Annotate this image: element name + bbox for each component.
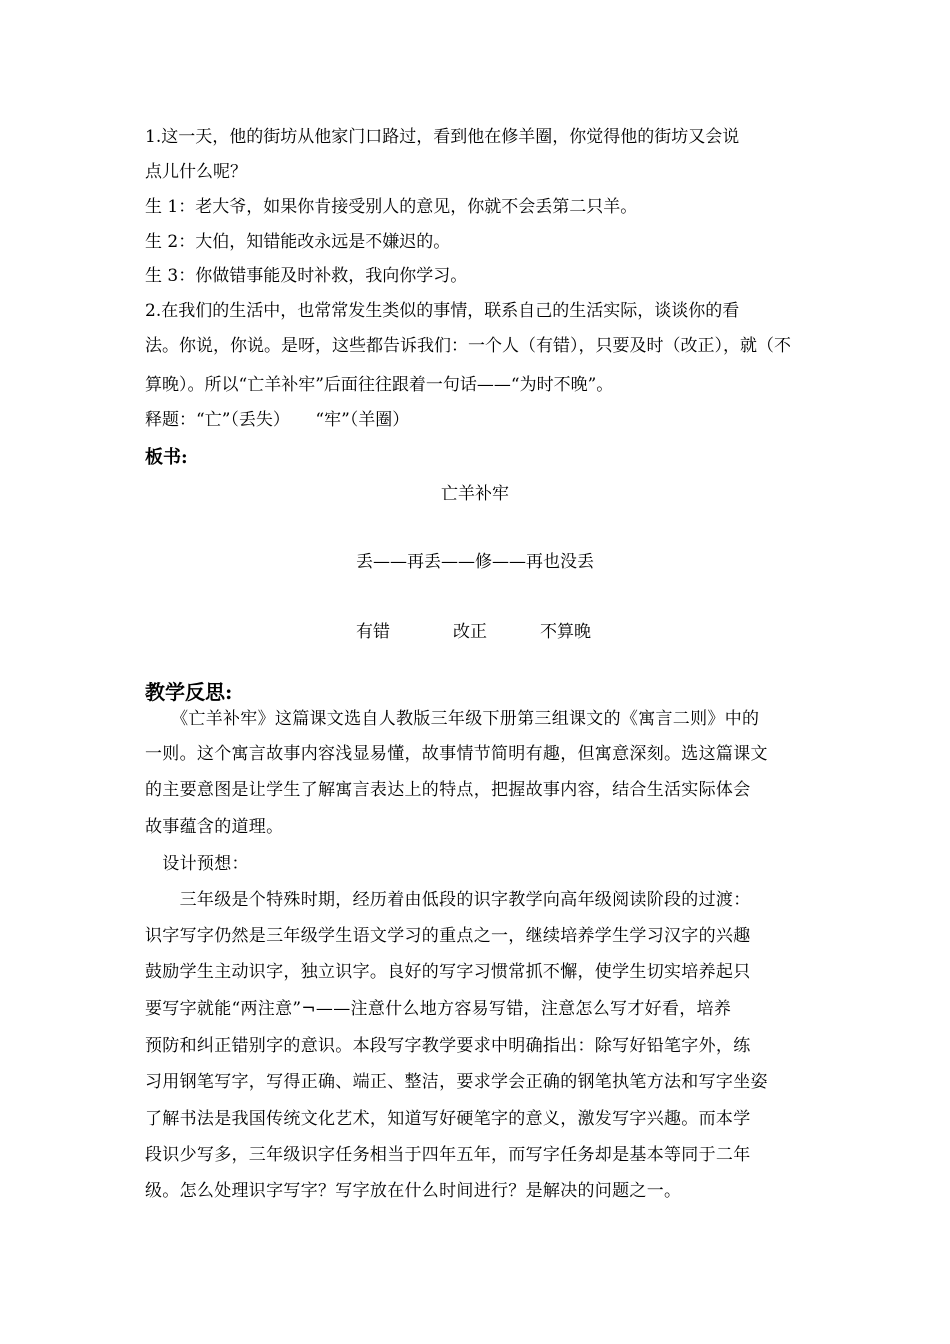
reflection-p2-line-8: 段识少写多，三年级识字任务相当于四年五年，而写字任务却是基本等同于二年 (145, 1145, 751, 1165)
reflection-p2-line-9: 级。怎么处理识字写字？写字放在什么时间进行？是解决的问题之一。 (145, 1181, 682, 1201)
board-word-not-late: 不算晚 (540, 622, 591, 642)
reflection-p1-line-3: 的主要意图是让学生了解寓言表达上的特点，把握故事内容，结合生活实际体会 (145, 780, 751, 800)
board-heading: 板书: (145, 447, 188, 468)
student-answer-3: 生 3：你做错事能及时补救，我向你学习。 (145, 266, 468, 286)
reflection-p1-line-4: 故事蕴含的道理。 (145, 817, 284, 837)
student-answer-2: 生 2：大伯，知错能改永远是不嫌迟的。 (145, 232, 451, 252)
question-2-line-2: 法。你说，你说。是呀，这些都告诉我们：一个人（有错），只要及时（改正），就（不 (145, 336, 791, 356)
reflection-p1-line-2: 一则。这个寓言故事内容浅显易懂，故事情节简明有趣，但寓意深刻。选这篇课文 (145, 744, 768, 764)
board-word-correct: 改正 (453, 622, 487, 642)
question-1-line-2: 点儿什么呢？ (145, 162, 247, 182)
reflection-p2-line-2: 识字写字仍然是三年级学生语文学习的重点之一，继续培养学生学习汉字的兴趣 (145, 926, 751, 946)
reflection-p2-line-4: 要写字就能“两注意”¬——注意什么地方容易写错，注意怎么写才好看，培养 (145, 999, 732, 1019)
board-sequence: 丢——再丢——修——再也没丢 (356, 552, 594, 572)
reflection-p2-line-7: 了解书法是我国传统文化艺术，知道写好硬笔字的意义，激发写字兴趣。而本学 (145, 1109, 751, 1129)
question-2-line-1: 2.在我们的生活中，也常常发生类似的事情，联系自己的生活实际，谈谈你的看 (145, 301, 740, 321)
reflection-p2-line-1: 三年级是个特殊时期，经历着由低段的识字教学向高年级阅读阶段的过渡： (145, 890, 751, 910)
reflection-heading: 教学反思: (145, 680, 233, 704)
reflection-p2-line-6: 习用钢笔写字，写得正确、端正、整洁，要求学会正确的钢笔执笔方法和写字坐姿 (145, 1072, 768, 1092)
reflection-p1-line-1: 《亡羊补牢》这篇课文选自人教版三年级下册第三组课文的《寓言二则》中的 (145, 709, 760, 729)
reflection-p2-line-3: 鼓励学生主动识字，独立识字。良好的写字习惯常抓不懈，使学生切实培养起只 (145, 962, 751, 982)
student-answer-1: 生 1：老大爷，如果你肯接受别人的意见，你就不会丢第二只羊。 (145, 197, 638, 217)
question-2-line-3: 算晚）。所以“亡羊补牢”后面往往跟着一句话——“为时不晚”。 (145, 375, 614, 395)
design-heading: 设计预想： (145, 854, 249, 874)
board-title: 亡羊补牢 (441, 484, 509, 504)
title-explanation: 释题：“亡”（丢失） “牢”（羊圈） (145, 410, 410, 430)
board-word-mistake: 有错 (356, 622, 390, 642)
question-1-line-1: 1.这一天，他的街坊从他家门口路过，看到他在修羊圈，你觉得他的街坊又会说 (145, 127, 740, 147)
reflection-p2-line-5: 预防和纠正错别字的意识。本段写字教学要求中明确指出：除写好铅笔字外，练 (145, 1036, 751, 1056)
